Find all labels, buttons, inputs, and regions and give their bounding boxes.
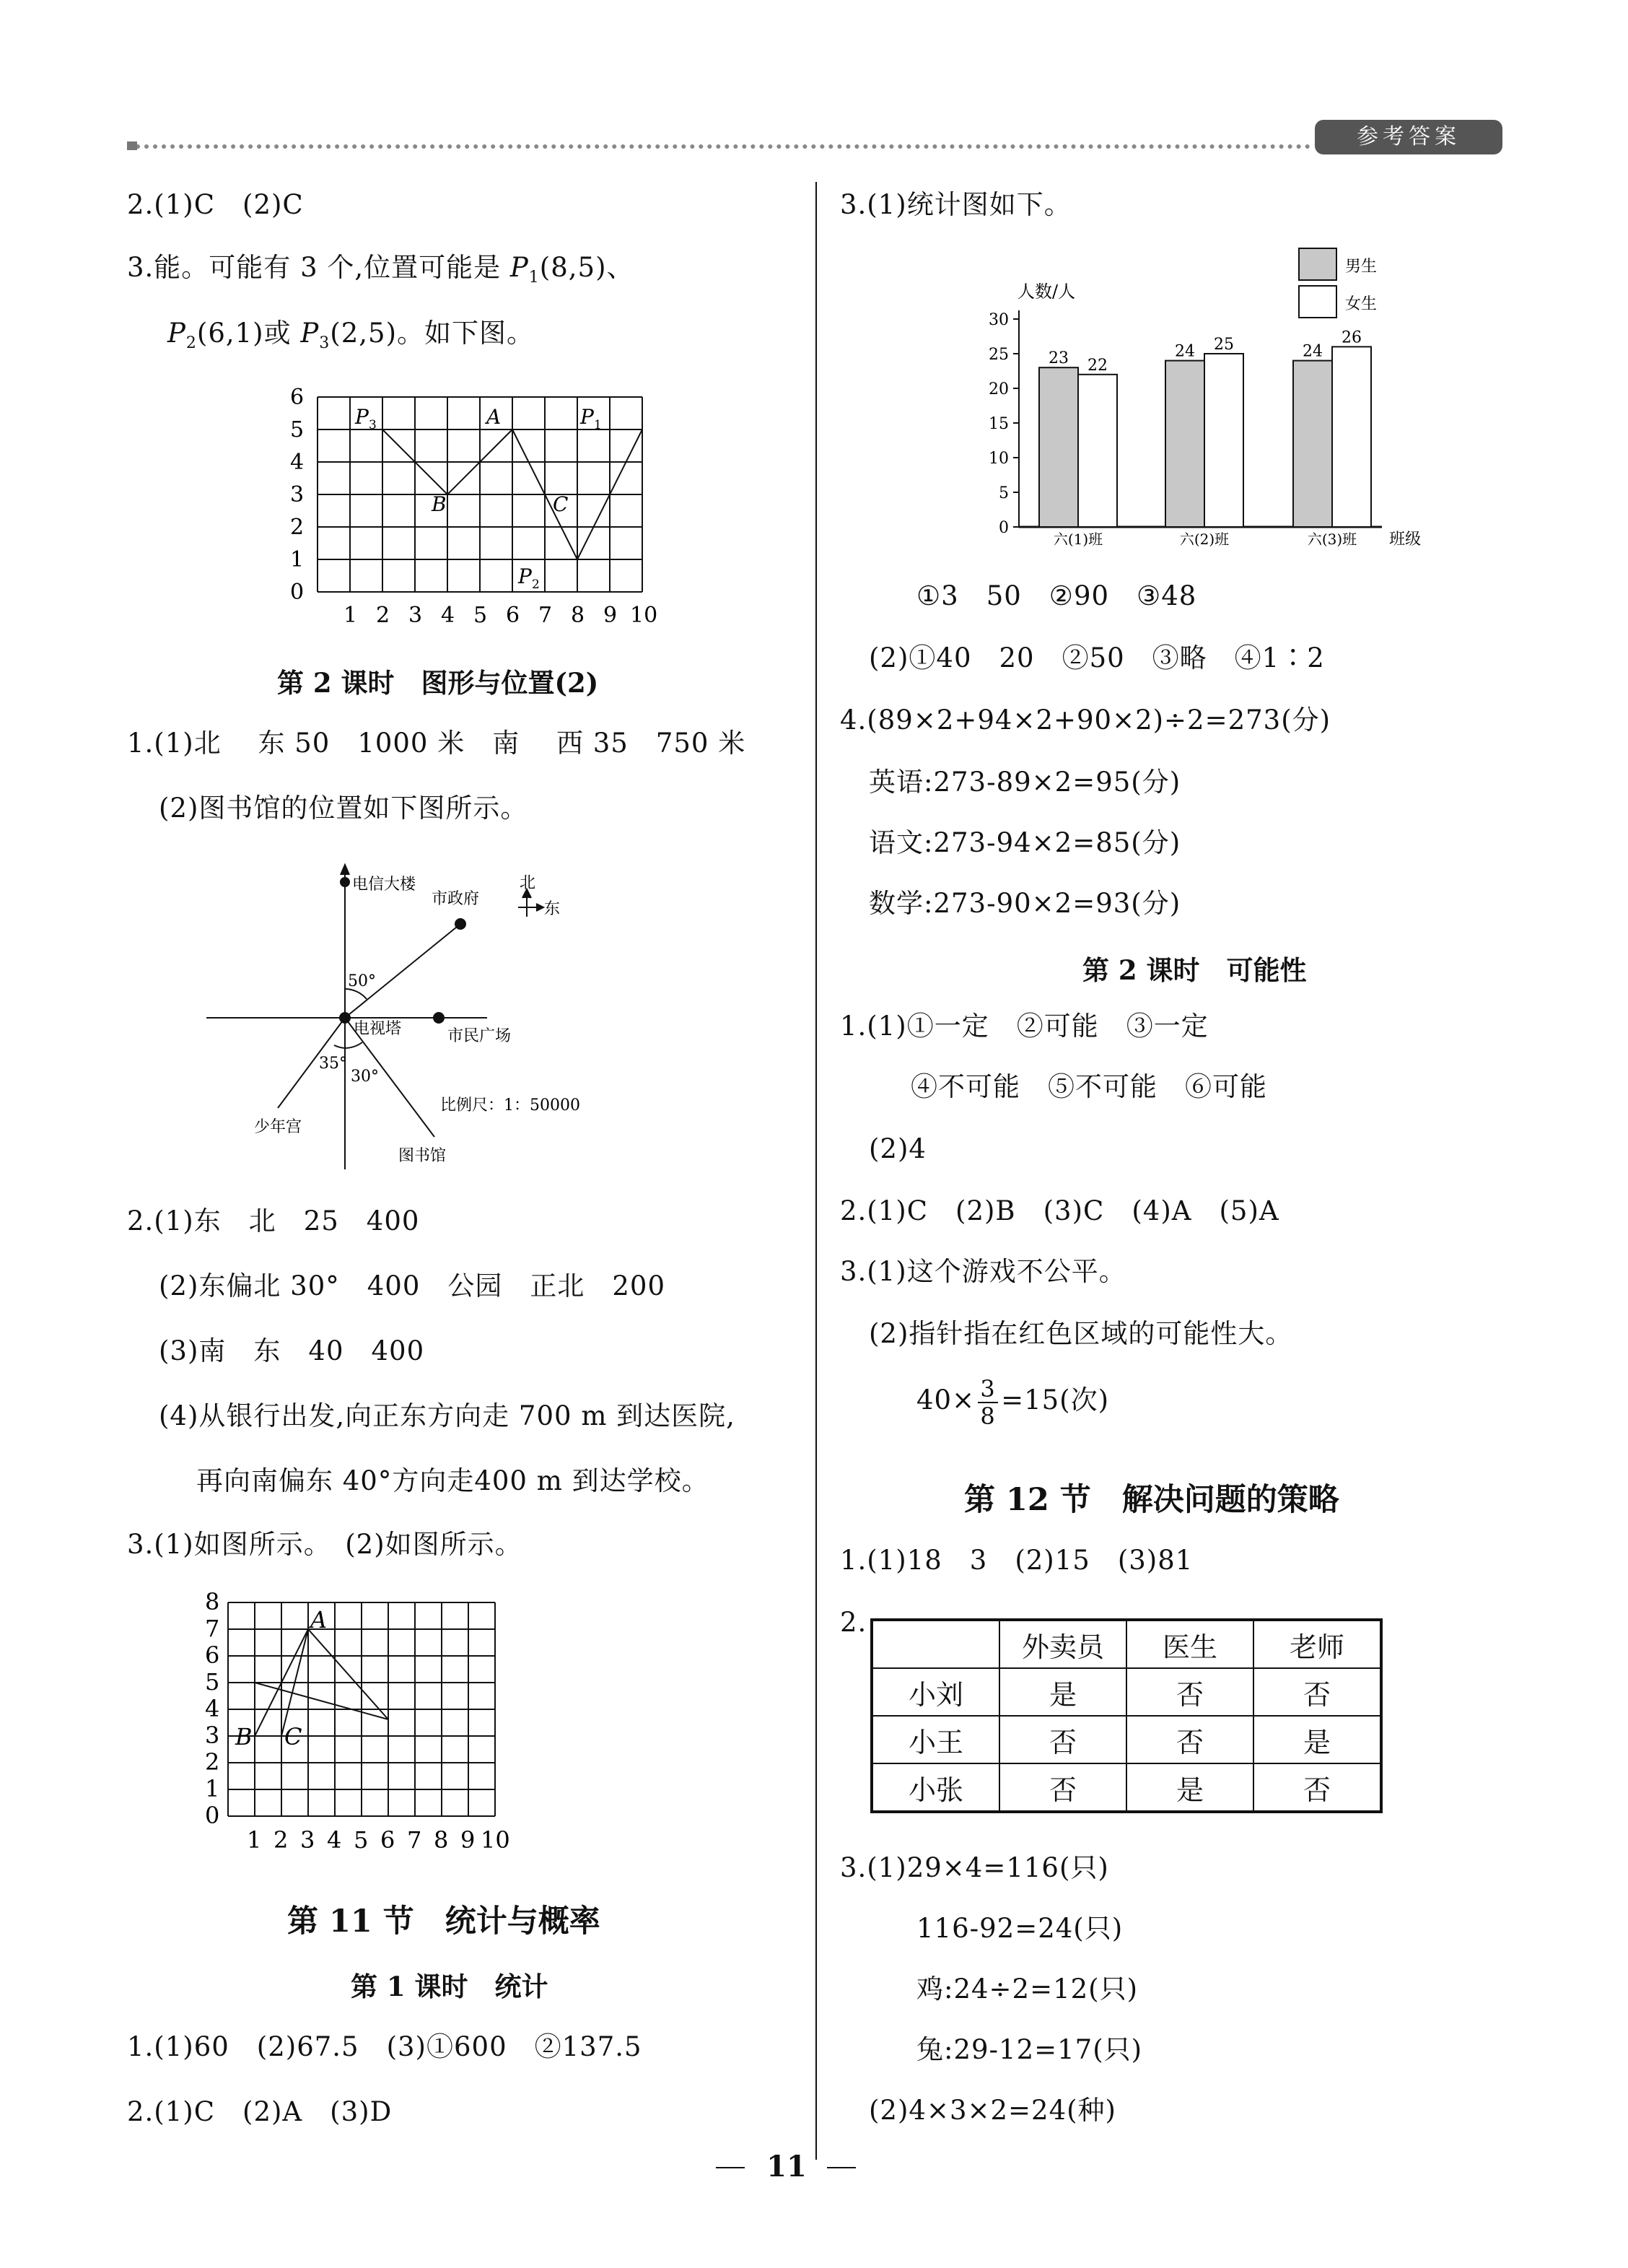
table-cell: 外卖员	[999, 1620, 1126, 1668]
g1-x10: 10	[630, 603, 658, 628]
bar-value-label: 26	[1342, 328, 1362, 347]
page-number-dash-right	[827, 2167, 856, 2168]
g2-x4: 4	[327, 1826, 342, 1854]
table-cell: 否	[999, 1763, 1126, 1812]
bar-boys	[1165, 361, 1204, 527]
right-line-11: 2.(1)C (2)B (3)C (4)A (5)A	[840, 1195, 1279, 1226]
g1-label-p1-sub: 1	[594, 418, 602, 432]
legend-label-girls: 女生	[1345, 295, 1378, 313]
y-tick-label: 0	[999, 519, 1009, 537]
left-q3-line: 3.(1)如图所示。 (2)如图所示。	[127, 1529, 522, 1560]
g1-x1: 1	[343, 603, 358, 628]
g1-y2: 2	[290, 515, 305, 540]
fraction: $\frac{3}{8}$	[978, 1376, 998, 1429]
g2-x10: 10	[481, 1826, 510, 1854]
chart-ylabel: 人数/人	[1017, 282, 1076, 302]
g2-y3: 3	[205, 1722, 220, 1749]
table-cell: 是	[1126, 1763, 1253, 1812]
table-cell: 否	[999, 1716, 1126, 1763]
right-line-20: 兔:29-12=17(只)	[916, 2034, 1143, 2065]
section-12-title: 第 12 节 解决问题的策略	[964, 1482, 1339, 1518]
g1-y6: 6	[290, 385, 305, 410]
left-q2-line5: 再向南偏东 40°方向走400 m 到达学校。	[196, 1465, 709, 1496]
bar-value-label: 24	[1303, 342, 1323, 361]
x-tick-label: 六(2)班	[1179, 531, 1230, 548]
g2-x7: 7	[407, 1826, 422, 1854]
table-cell: 否	[1126, 1716, 1253, 1763]
table-cell: 小刘	[872, 1668, 999, 1716]
map-angle50: 50°	[348, 972, 376, 990]
bar-boys	[1039, 367, 1078, 527]
left-s11-line1: 1.(1)60 (2)67.5 (3)①600 ②137.5	[127, 2031, 642, 2062]
left-line-2: 3.能。可能有 3 个,位置可能是 $P_1(8,5)$、	[127, 252, 634, 287]
left-line-3: $P_2(6,1)$或 $P_3(2,5)$。如下图。	[167, 318, 535, 352]
right-line-17: 3.(1)29×4=116(只)	[840, 1852, 1109, 1883]
g2-y1: 1	[205, 1775, 220, 1802]
g1-y1: 1	[290, 547, 305, 572]
map-north: 北	[520, 874, 536, 892]
g1-x7: 7	[538, 603, 553, 628]
g1-label-a: A	[486, 405, 502, 429]
g1-x2: 2	[376, 603, 390, 628]
header-label: 参考答案	[1315, 120, 1502, 154]
right-line-13: (2)指针指在红色区域的可能性大。	[869, 1318, 1293, 1349]
map-tvtower: 电视塔	[354, 1020, 402, 1038]
map-angle35: 35°	[319, 1055, 347, 1073]
map-angle30: 30°	[351, 1068, 379, 1086]
header-rule-end	[127, 141, 137, 150]
legend-label-boys: 男生	[1345, 258, 1378, 276]
g2-x3: 3	[300, 1826, 315, 1854]
g2-y2: 2	[205, 1748, 220, 1776]
right-line-21: (2)4×3×2=24(种)	[869, 2095, 1116, 2126]
y-tick-label: 30	[989, 311, 1009, 329]
logic-table	[870, 1618, 1383, 1813]
g2-x9: 9	[460, 1826, 476, 1854]
table-cell: 是	[1253, 1716, 1381, 1763]
table-row	[872, 1716, 1381, 1763]
map-east: 东	[544, 900, 561, 918]
x-tick-label: 六(1)班	[1053, 531, 1103, 548]
legend-swatch-boys	[1299, 248, 1336, 280]
table-header-row	[872, 1620, 1381, 1668]
table-row	[872, 1668, 1381, 1716]
left-q2-line4: (4)从银行出发,向正东方向走 700 m 到达医院,	[159, 1400, 735, 1431]
coordinate-grid-1	[274, 383, 664, 635]
column-divider	[815, 182, 817, 2160]
g2-label-c: C	[284, 1723, 302, 1750]
right-line-19: 鸡:24÷2=12(只)	[916, 1973, 1139, 2005]
bar-girls	[1204, 354, 1243, 527]
right-line-18: 116-92=24(只)	[916, 1913, 1124, 1944]
bar-boys	[1293, 361, 1332, 527]
right-line-8: 1.(1)①一定 ②可能 ③一定	[840, 1011, 1209, 1042]
left-q2-line2: (2)东偏北 30° 400 公园 正北 200	[159, 1270, 665, 1301]
right-line-5: 英语:273-89×2=95(分)	[869, 767, 1181, 798]
bar-girls	[1332, 346, 1371, 527]
g2-y0: 0	[205, 1802, 220, 1829]
table-cell: 是	[999, 1668, 1126, 1716]
g1-y4: 4	[290, 450, 305, 475]
g1-label-p3-sub: 3	[369, 418, 377, 432]
g2-label-b: B	[235, 1723, 253, 1750]
header-dotted-rule	[127, 144, 1310, 149]
right-line-10: (2)4	[869, 1133, 927, 1164]
g2-x6: 6	[380, 1826, 395, 1854]
right-line-9: ④不可能 ⑤不可能 ⑥可能	[911, 1071, 1267, 1102]
bar-value-label: 24	[1175, 342, 1195, 361]
map-cityhall: 市政府	[432, 890, 480, 908]
right-line-7: 数学:273-90×2=93(分)	[869, 888, 1181, 919]
g1-y0: 0	[290, 580, 305, 605]
g1-x3: 3	[408, 603, 423, 628]
table-cell: 小张	[872, 1763, 999, 1812]
table-cell: 医生	[1126, 1620, 1253, 1668]
table-row	[872, 1763, 1381, 1812]
coordinate-grid-2	[199, 1588, 517, 1877]
map-scale: 比例尺：1：50000	[440, 1096, 580, 1115]
g1-x4: 4	[441, 603, 455, 628]
page-number: 11	[766, 2150, 807, 2184]
y-tick-label: 10	[989, 450, 1009, 468]
g2-x1: 1	[247, 1826, 262, 1854]
right-line-12: 3.(1)这个游戏不公平。	[840, 1256, 1126, 1287]
g2-y7: 7	[205, 1615, 220, 1642]
section-11-title: 第 11 节 统计与概率	[287, 1903, 600, 1940]
lesson-2-title: 第 2 课时 图形与位置(2)	[277, 667, 599, 699]
g2-x8: 8	[434, 1826, 449, 1854]
bar-value-label: 25	[1214, 336, 1234, 354]
bar-girls	[1078, 375, 1117, 527]
g1-label-p1: P	[580, 405, 594, 429]
lesson-1-title: 第 1 课时 统计	[351, 1971, 548, 2002]
bar-chart	[967, 238, 1458, 556]
right-line-14: 40× $\frac{3}{8}$ =15(次)	[916, 1374, 1110, 1430]
direction-map	[202, 852, 606, 1184]
g2-y8: 8	[205, 1588, 220, 1615]
map-telecom: 电信大楼	[352, 876, 416, 894]
y-tick-label: 20	[989, 380, 1009, 398]
g1-x5: 5	[473, 603, 488, 628]
bar-value-label: 22	[1087, 356, 1108, 375]
right-line-4: 4.(89×2+94×2+90×2)÷2=273(分)	[840, 705, 1331, 736]
x-tick-label: 六(3)班	[1307, 531, 1357, 548]
table-cell: 否	[1126, 1668, 1253, 1716]
g2-label-a: A	[310, 1606, 328, 1634]
g2-x5: 5	[354, 1826, 369, 1854]
g1-label-p3: P	[355, 405, 369, 429]
legend-swatch-girls	[1299, 286, 1336, 318]
right-line-6: 语文:273-94×2=85(分)	[869, 827, 1181, 858]
g1-x8: 8	[571, 603, 585, 628]
table-cell	[872, 1620, 999, 1668]
right-line-16: 2.	[840, 1607, 867, 1638]
table-cell: 否	[1253, 1763, 1381, 1812]
g1-x6: 6	[506, 603, 520, 628]
g2-y4: 4	[205, 1695, 220, 1722]
map-youth: 少年宫	[254, 1118, 302, 1136]
right-line-3: (2)①40 20 ②50 ③略 ④1∶2	[869, 642, 1325, 673]
g1-x9: 9	[603, 603, 618, 628]
table-cell: 老师	[1253, 1620, 1381, 1668]
g1-label-b: B	[432, 492, 447, 516]
left-s11-line2: 2.(1)C (2)A (3)D	[127, 2096, 393, 2127]
right-line-2: ①3 50 ②90 ③48	[916, 580, 1197, 611]
left-q1-line2: (2)图书馆的位置如下图所示。	[159, 793, 528, 824]
g1-y5: 5	[290, 417, 305, 442]
page-number-dash-left	[716, 2167, 745, 2168]
g2-y6: 6	[205, 1641, 220, 1669]
table-cell: 否	[1253, 1668, 1381, 1716]
g2-y5: 5	[205, 1668, 220, 1696]
right-line-1: 3.(1)统计图如下。	[840, 189, 1072, 220]
left-q1-line1: 1.(1)北 东 50 1000 米 南 西 35 750 米	[127, 728, 746, 759]
y-tick-label: 25	[989, 346, 1009, 364]
y-tick-label: 5	[999, 484, 1009, 502]
map-plaza: 市民广场	[447, 1027, 512, 1045]
g1-label-p2-sub: 2	[532, 577, 540, 592]
bar-value-label: 23	[1049, 349, 1069, 368]
left-q2-line1: 2.(1)东 北 25 400	[127, 1205, 420, 1237]
chart-xlabel: 班级	[1389, 531, 1422, 549]
left-line-1: 2.(1)C (2)C	[127, 189, 304, 220]
map-library: 图书馆	[398, 1147, 447, 1165]
g2-x2: 2	[273, 1826, 289, 1854]
table-cell: 小王	[872, 1716, 999, 1763]
g1-label-c: C	[553, 492, 569, 516]
left-q2-line3: (3)南 东 40 400	[159, 1335, 425, 1366]
g1-label-p2: P	[518, 564, 532, 588]
lesson-2b-title: 第 2 课时 可能性	[1082, 954, 1307, 986]
y-tick-label: 15	[989, 415, 1009, 433]
right-line-15: 1.(1)18 3 (2)15 (3)81	[840, 1545, 1194, 1576]
g1-y3: 3	[290, 482, 305, 507]
